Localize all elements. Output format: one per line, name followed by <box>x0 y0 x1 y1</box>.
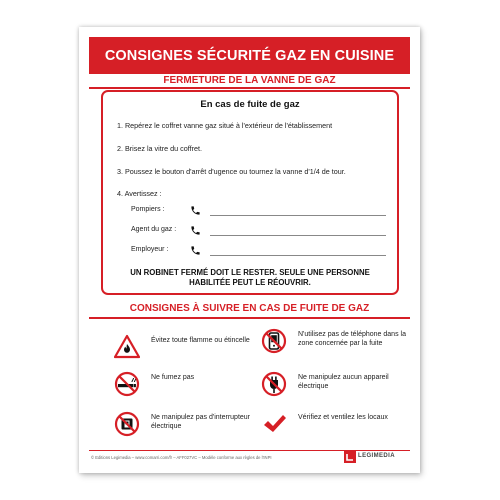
rule-text: N'utilisez pas de téléphone dans la zone concernée par la fuite <box>298 331 406 347</box>
procedure-title: En cas de fuite de gaz <box>200 99 300 110</box>
contact-write-line <box>210 235 386 236</box>
phone-icon <box>190 205 201 216</box>
no-phone-icon <box>261 328 287 354</box>
no-smoking-icon <box>114 371 140 397</box>
gas-leak-procedure-box <box>101 90 399 295</box>
valve-warning-text <box>103 268 397 288</box>
no-switch-icon <box>114 411 140 437</box>
contact-write-line <box>210 215 386 216</box>
procedure-step: 2. Brisez la vitre du coffret. <box>117 144 202 153</box>
rule-item <box>261 371 416 403</box>
rule-item <box>261 411 416 443</box>
rule-item <box>114 411 269 443</box>
warning-line: HABILITÉE PEUT LE RÉOUVRIR. <box>189 278 311 287</box>
rule-text: Ne fumez pas <box>151 374 195 381</box>
section-title-valve: FERMETURE DE LA VANNE DE GAZ <box>163 75 336 86</box>
no-electric-appliance-icon <box>261 371 287 397</box>
rule-text: Vérifiez et ventilez les locaux <box>298 414 388 421</box>
section-title-instructions: CONSIGNES À SUIVRE EN CAS DE FUITE DE GAZ <box>129 303 370 314</box>
rule-text: Ne manipulez pas d'interrupteur électrique <box>151 414 251 430</box>
contact-row-gas-agent <box>131 226 386 238</box>
contact-label: Employeur : <box>131 246 169 253</box>
procedure-step: 4. Avertissez : <box>117 189 162 198</box>
contact-write-line <box>210 255 386 256</box>
flame-warning-icon <box>114 334 140 360</box>
section-divider <box>89 317 410 319</box>
brand-name: LEGIMEDIA <box>358 453 395 459</box>
safety-poster <box>79 27 420 473</box>
footer-copyright: © Editions Legimedia – www.comarri.com/fr – AFF027VC – Modèle conforme aux règles de l'INPI <box>91 455 272 460</box>
contact-label: Pompiers : <box>131 206 165 213</box>
section-divider <box>89 87 410 89</box>
procedure-step: 3. Poussez le bouton d'arrêt d'ugence ou tournez la vanne d'1/4 de tour. <box>117 167 346 176</box>
rule-item <box>114 371 269 403</box>
poster-title-banner: CONSIGNES SÉCURITÉ GAZ EN CUISINE <box>89 37 410 74</box>
contact-row-firefighters <box>131 206 386 218</box>
legimedia-logo-icon <box>344 451 356 463</box>
rule-text: Évitez toute flamme ou étincelle <box>151 337 250 344</box>
phone-icon <box>190 225 201 236</box>
procedure-step: 1. Repérez le coffret vanne gaz situé à l'extérieur de l'établissement <box>117 121 333 130</box>
contact-label: Agent du gaz : <box>131 226 177 233</box>
rule-text: Ne manipulez aucun appareil électrique <box>298 374 389 390</box>
warning-line: UN ROBINET FERMÉ DOIT LE RESTER. SEULE UNE PERSONNE <box>130 268 370 277</box>
rule-item <box>114 334 269 366</box>
footer-divider <box>89 450 410 451</box>
contact-row-employer <box>131 246 386 258</box>
checkmark-icon <box>261 411 287 437</box>
rule-item <box>261 328 416 360</box>
phone-icon <box>190 245 201 256</box>
